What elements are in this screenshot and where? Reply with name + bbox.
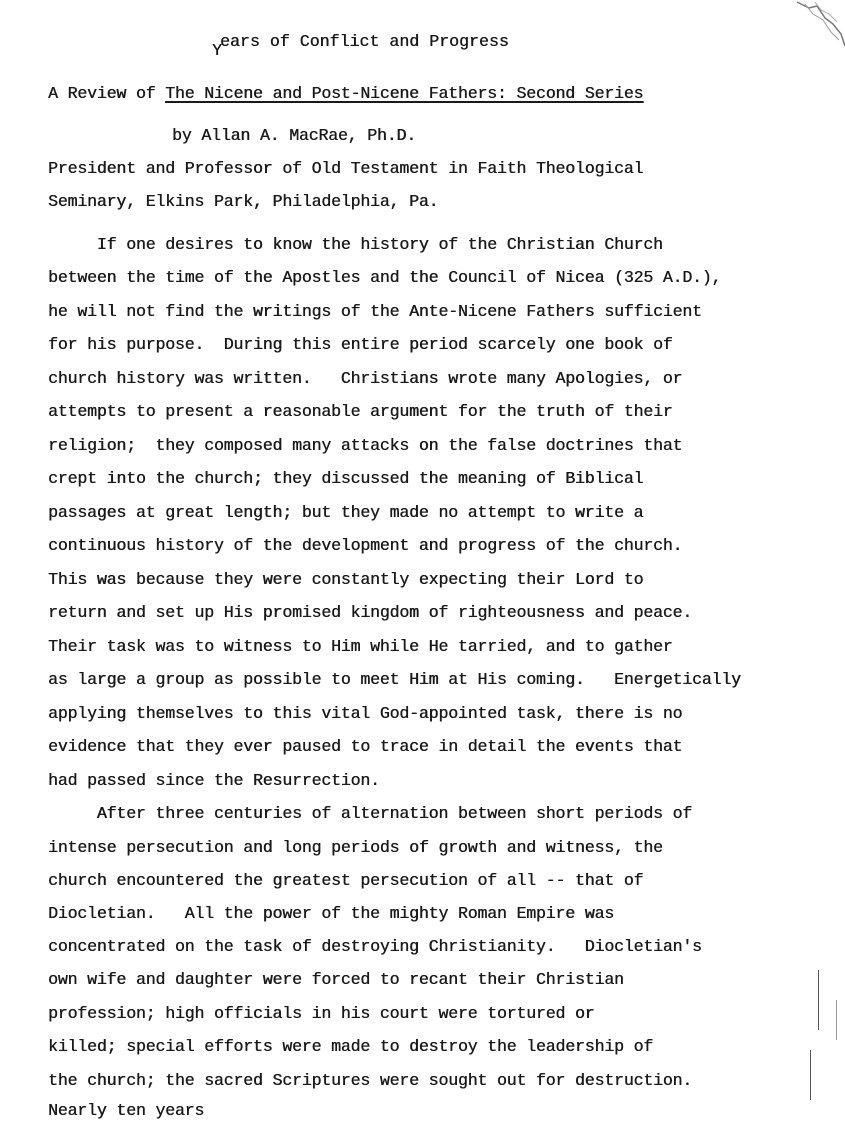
paragraph-1-line: passages at great length; but they made no attempt to write a: [48, 503, 644, 522]
document-title: [212, 32, 509, 60]
paragraph-1-line: This was because they were constantly expecting their Lord to: [48, 570, 644, 589]
paragraph-2-line: concentrated on the task of destroying Christianity. Diocletian's: [48, 937, 702, 956]
paragraph-1-line: church history was written. Christians wrote many Apologies, or: [48, 369, 683, 388]
affiliation-line: President and Professor of Old Testament in Faith Theological: [48, 159, 644, 178]
paragraph-2-line: own wife and daughter were forced to recant their Christian: [48, 970, 624, 989]
paragraph-1-line: applying themselves to this vital God-appointed task, there is no: [48, 704, 683, 723]
paragraph-2-line: Nearly ten years: [48, 1101, 205, 1120]
affiliation-line: Seminary, Elkins Park, Philadelphia, Pa.: [48, 192, 439, 211]
scan-corner-artifact: [795, 0, 845, 48]
paragraph-1-line: between the time of the Apostles and the Council of Nicea (325 A.D.),: [48, 268, 722, 287]
paragraph-2-line: After three centuries of alternation between short periods of: [48, 804, 693, 823]
paragraph-1-line: evidence that they ever paused to trace in detail the events that: [48, 737, 683, 756]
margin-scan-mark: [836, 1000, 837, 1040]
title-initial: Y: [212, 41, 222, 60]
margin-scan-mark: [810, 1050, 811, 1100]
paragraph-1-line: had passed since the Resurrection.: [48, 771, 380, 790]
margin-scan-mark: [818, 970, 819, 1030]
paragraph-1-line: If one desires to know the history of the Christian Church: [48, 235, 663, 254]
paragraph-1-line: as large a group as possible to meet Him at His coming. Energetically: [48, 670, 741, 689]
review-prefix: A Review of: [48, 84, 166, 103]
paragraph-1-line: for his purpose. During this entire period scarcely one book of: [48, 335, 673, 354]
author-line: by Allan A. MacRae, Ph.D.: [172, 126, 416, 145]
paragraph-1-line: religion; they composed many attacks on the false doctrines that: [48, 436, 683, 455]
paragraph-2-line: killed; special efforts were made to destroy the leadership of: [48, 1037, 653, 1056]
paragraph-1-line: attempts to present a reasonable argument for the truth of their: [48, 402, 673, 421]
paragraph-1-line: Their task was to witness to Him while He tarried, and to gather: [48, 637, 673, 656]
paragraph-1-line: return and set up His promised kingdom of righteousness and peace.: [48, 603, 693, 622]
review-line: [48, 84, 643, 104]
paragraph-2-line: church encountered the greatest persecution of all -- that of: [48, 871, 644, 890]
paragraph-1-line: he will not find the writings of the Ante-Nicene Fathers sufficient: [48, 302, 702, 321]
paragraph-2-line: Diocletian. All the power of the mighty Roman Empire was: [48, 904, 614, 923]
paragraph-1-line: crept into the church; they discussed the meaning of Biblical: [48, 469, 644, 488]
title-rest: ears of Conflict and Progress: [219, 32, 509, 51]
paragraph-1-line: continuous history of the development and progress of the church.: [48, 536, 683, 555]
review-work-title: The Nicene and Post-Nicene Fathers: Second Series: [165, 84, 644, 103]
paragraph-2-line: profession; high officials in his court were tortured or: [48, 1004, 595, 1023]
paragraph-2-line: the church; the sacred Scriptures were sought out for destruction.: [48, 1071, 693, 1090]
paragraph-2-line: intense persecution and long periods of growth and witness, the: [48, 838, 663, 857]
